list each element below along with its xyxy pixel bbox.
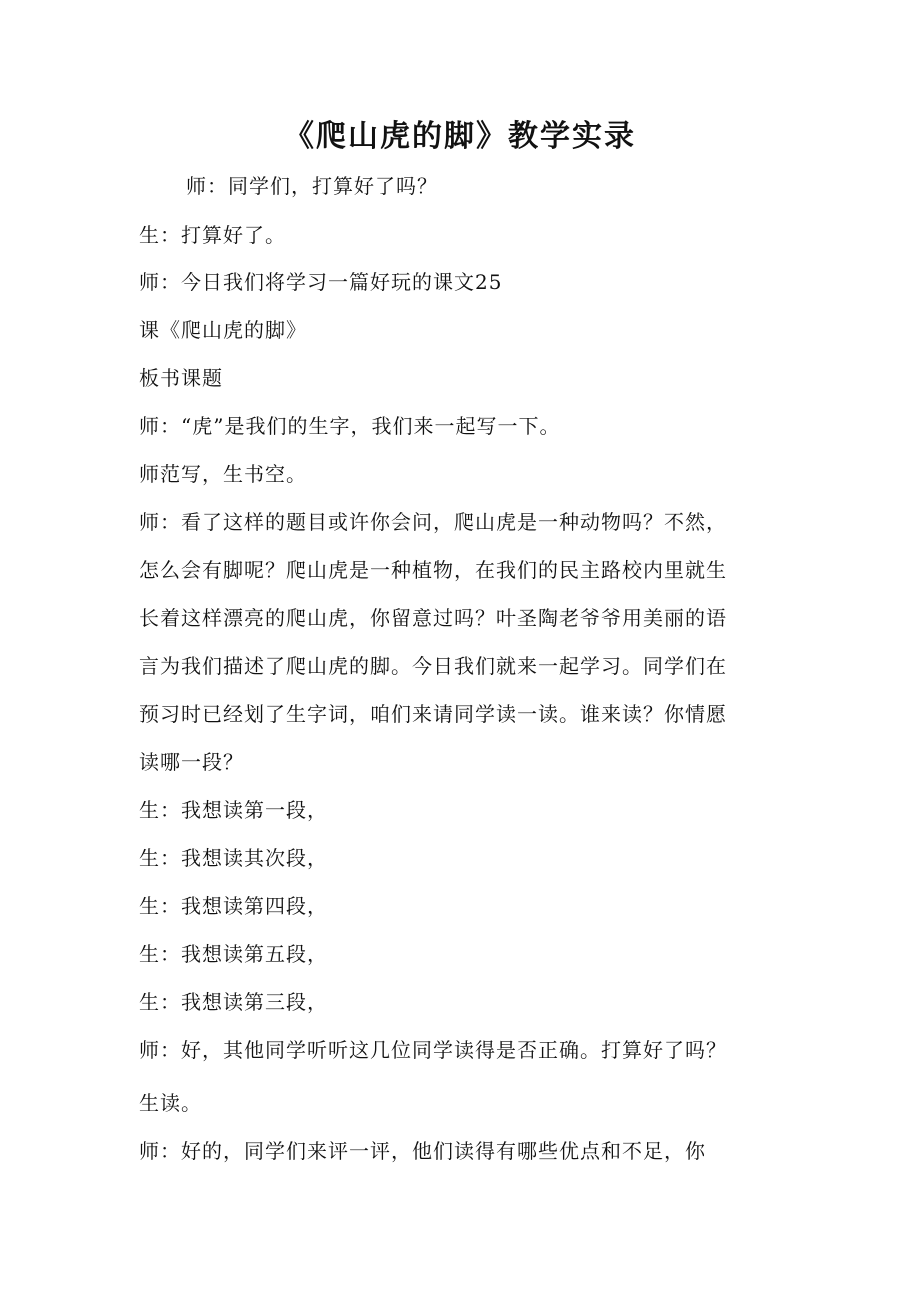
paragraph-line: 师：看了这样的题目或许你会问，爬山虎是一种动物吗？不然， [139, 510, 727, 534]
paragraph-line: 预习时已经划了生字词，咱们来请同学读一读。谁来读？你情愿 [139, 702, 727, 726]
paragraph-line: 读哪一段？ [139, 750, 244, 774]
paragraph-line: 师：“虎”是我们的生字，我们来一起写一下。 [139, 414, 561, 438]
paragraph-line: 生：我想读第五段， [139, 942, 328, 966]
paragraph-line: 师：好的，同学们来评一评，他们读得有哪些优点和不足，你 [139, 1139, 706, 1163]
paragraph-line: 生：我想读第四段， [139, 894, 328, 918]
paragraph-line: 生：我想读第三段， [139, 990, 328, 1014]
paragraph-line: 师范写，生书空。 [139, 462, 307, 486]
paragraph-line: 生读。 [139, 1091, 202, 1115]
paragraph-line: 言为我们描述了爬山虎的脚。今日我们就来一起学习。同学们在 [139, 654, 727, 678]
paragraph-line: 怎么会有脚呢？爬山虎是一种植物，在我们的民主路校内里就生 [139, 558, 727, 582]
paragraph-line: 课《爬山虎的脚》 [139, 318, 307, 342]
paragraph-line: 生：我想读第一段， [139, 798, 328, 822]
paragraph-line: 长着这样漂亮的爬山虎，你留意过吗？叶圣陶老爷爷用美丽的语 [139, 606, 727, 630]
paragraph-line: 生：打算好了。 [139, 223, 286, 247]
paragraph-line: 师：今日我们将学习一篇好玩的课文25 [139, 270, 503, 294]
document-title: 《爬山虎的脚》教学实录 [284, 119, 636, 154]
paragraph-line: 板书课题 [139, 366, 223, 390]
paragraph-line: 师：同学们，打算好了吗？ [186, 174, 438, 198]
paragraph-line: 师：好，其他同学听听这几位同学读得是否正确。打算好了吗？ [139, 1038, 727, 1062]
paragraph-line: 生：我想读其次段， [139, 846, 328, 870]
